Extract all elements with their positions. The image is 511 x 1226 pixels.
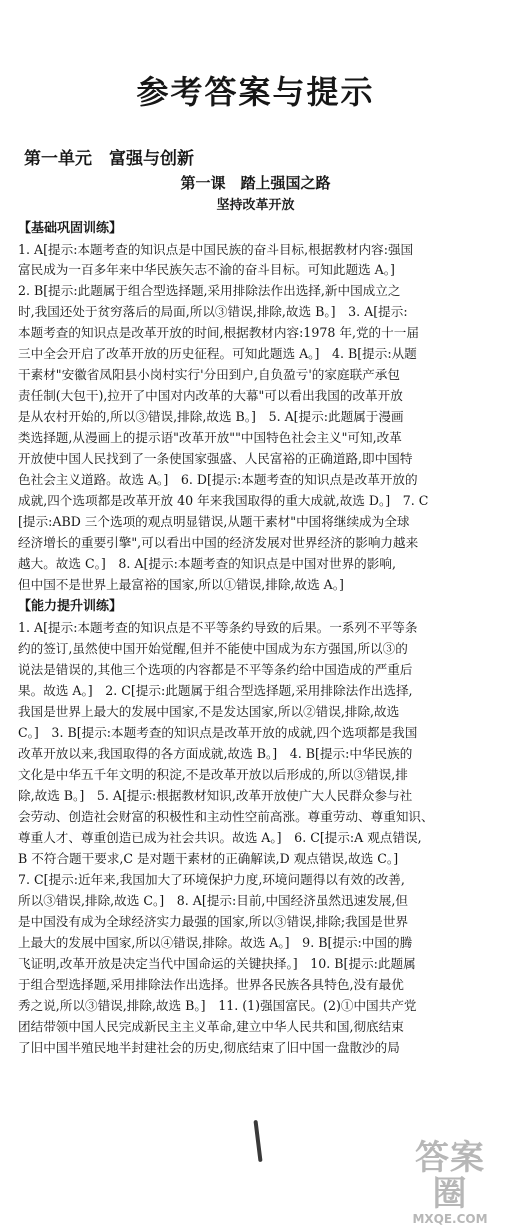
- watermark-url: MXQE.COM: [412, 1212, 488, 1226]
- text-line: 越大。故选 C。] 8. A[提示:本题考查的知识点是中国对世界的影响,: [18, 556, 396, 571]
- text-line: 本题考查的知识点是改革开放的时间,根据教材内容:1978 年,党的十一届: [18, 325, 419, 340]
- text-line: 我国是世界上最大的发展中国家,不是发达国家,所以②错误,排除,故选: [18, 704, 400, 719]
- text-line: 1. A[提示:本题考查的知识点是中国民族的奋斗目标,根据教材内容:强国: [18, 242, 414, 257]
- text-line: 开放使中国人民找到了一条使国家强盛、人民富裕的正确道路,即中国特: [18, 451, 413, 466]
- text-line: 秀之说,所以③错误,排除,故选 B。] 11. (1)强国富民。(2)①中国共产党: [18, 998, 417, 1013]
- text-line: 时,我国还处于贫穷落后的局面,所以③错误,排除,故选 B。] 3. A[提示:: [18, 304, 408, 319]
- section-title: 坚持改革开放: [216, 198, 295, 213]
- basic-training-header: 【基础巩固训练】: [18, 221, 123, 236]
- text-line: 所以③错误,排除,故选 C。] 8. A[提示:目前,中国经济虽然迅速发展,但: [18, 893, 408, 908]
- text-line: 类选择题,从漫画上的提示语"改革开放""中国特色社会主义"可知,改革: [18, 430, 402, 445]
- text-line: 责任制(大包干),拉开了中国对内改革的大幕"可以看出我国的改革开放: [18, 388, 403, 403]
- ability-training-header: 【能力提升训练】: [18, 599, 123, 614]
- text-line: 改革开放以来,我国取得的各方面成就,故选 B。] 4. B[提示:中华民族的: [18, 746, 413, 761]
- text-line: 会劳动、创造社会财富的积极性和主动性空前高涨。尊重劳动、尊重知识、: [18, 809, 434, 824]
- text-line: 成就,四个选项都是改革开放 40 年来我国取得的重大成就,故选 D。] 7. C: [18, 493, 429, 508]
- text-line: 是从农村开始的,所以③错误,排除,故选 B。] 5. A[提示:此题属于漫画: [18, 409, 404, 424]
- text-line: 飞证明,改革开放是决定当代中国命运的关键抉择。] 10. B[提示:此题属: [18, 956, 416, 971]
- page-title: 参考答案与提示: [136, 73, 375, 111]
- watermark-logo: 答案圈: [415, 1138, 485, 1214]
- text-line: 果。故选 A。] 2. C[提示:此题属于组合型选择题,采用排除法作出选择,: [18, 683, 413, 698]
- text-line: 但中国不是世界上最富裕的国家,所以①错误,排除,故选 A。]: [18, 577, 344, 592]
- text-line: 三中全会开启了改革开放的历史征程。可知此题选 A。] 4. B[提示:从题: [18, 346, 417, 361]
- pen-stroke-mark: [253, 1120, 262, 1162]
- lesson-title: 第一课 踏上强国之路: [180, 174, 331, 192]
- text-line: 于组合型选择题,采用排除法作出选择。世界各民族各具特色,没有最优: [18, 977, 404, 992]
- watermark: [400, 1140, 500, 1226]
- text-line: B 不符合题干要求,C 是对题干素材的正确解读,D 观点错误,故选 C。]: [18, 851, 399, 866]
- text-line: 尊重人才、尊重创造已成为社会共识。故选 A。] 6. C[提示:A 观点错误,: [18, 830, 422, 845]
- text-line: 1. A[提示:本题考查的知识点是不平等条约导致的后果。一系列不平等条: [18, 620, 418, 635]
- unit-title: 第一单元 富强与创新: [24, 149, 194, 169]
- text-line: 色社会主义道路。故选 A。] 6. D[提示:本题考查的知识点是改革开放的: [18, 472, 418, 487]
- text-line: 除,故选 B。] 5. A[提示:根据教材知识,改革开放使广大人民群众参与社: [18, 788, 413, 803]
- text-line: C。] 3. B[提示:本题考查的知识点是改革开放的成就,四个选项都是我国: [18, 725, 418, 740]
- text-line: [提示:ABD 三个选项的观点明显错误,从题干素材"中国将继续成为全球: [18, 514, 410, 529]
- text-line: 干素材"安徽省凤阳县小岗村实行'分田到户,自负盈亏'的家庭联产承包: [18, 367, 400, 382]
- text-line: 经济增长的重要引擎",可以看出中国的经济发展对世界经济的影响力越来: [18, 535, 419, 550]
- text-line: 7. C[提示:近年来,我国加大了环境保护力度,环境问题得以有效的改善,: [18, 872, 405, 887]
- text-line: 说法是错误的,其他三个选项的内容都是不平等条约给中国造成的严重后: [18, 662, 413, 677]
- text-line: 上最大的发展中国家,所以④错误,排除。故选 A。] 9. B[提示:中国的腾: [18, 935, 413, 950]
- text-line: 约的签订,虽然使中国开始觉醒,但并不能使中国成为东方强国,所以③的: [18, 641, 408, 656]
- text-line: 了旧中国半殖民地半封建社会的历史,彻底结束了旧中国一盘散沙的局: [18, 1040, 400, 1055]
- text-line: 文化是中华五千年文明的积淀,不是改革开放以后形成的,所以③错误,排: [18, 767, 408, 782]
- text-line: 2. B[提示:此题属于组合型选择题,采用排除法作出选择,新中国成立之: [18, 283, 401, 298]
- text-line: 团结带领中国人民完成新民主主义革命,建立中华人民共和国,彻底结束: [18, 1019, 404, 1034]
- text-line: 是中国没有成为全球经济实力最强的国家,所以③错误,排除;我国是世界: [18, 914, 409, 929]
- text-line: 富民成为一百多年来中华民族矢志不渝的奋斗目标。可知此题选 A。]: [18, 262, 395, 277]
